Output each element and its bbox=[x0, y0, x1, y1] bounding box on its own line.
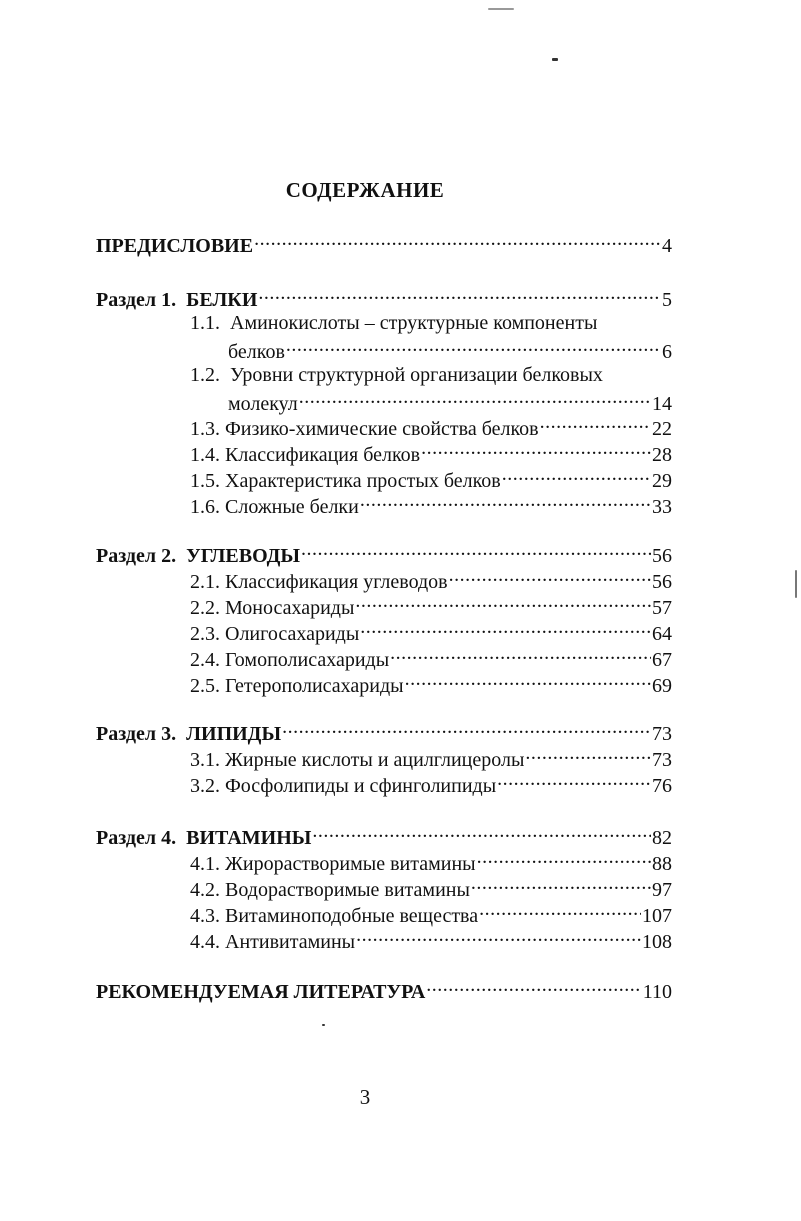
section-prefix: Раздел 3. bbox=[96, 723, 177, 745]
toc-page-number: 76 bbox=[652, 775, 672, 797]
toc-item-number: 1.6. bbox=[190, 496, 220, 518]
toc-page-number: 28 bbox=[652, 444, 672, 466]
toc-item-number: 3.1. bbox=[190, 749, 220, 771]
toc-item-text: Витаминоподобные вещества bbox=[225, 905, 479, 927]
section-name: ЛИПИДЫ bbox=[186, 723, 282, 745]
toc-item bbox=[190, 744, 672, 773]
scan-speck bbox=[488, 8, 514, 10]
toc-item-number: 1.4. bbox=[190, 444, 220, 466]
toc-item-text: Жирорастворимые витамины bbox=[225, 853, 476, 875]
toc-item bbox=[228, 336, 672, 365]
toc-item-text: Фосфолипиды и сфинголипиды bbox=[225, 775, 497, 797]
toc-item-text: Антивитамины bbox=[225, 931, 356, 953]
toc-entry-label: ПРЕДИСЛОВИЕ bbox=[96, 235, 254, 257]
section-name: БЕЛКИ bbox=[186, 289, 258, 311]
toc-item-text: Моносахариды bbox=[225, 597, 355, 619]
toc-page-number: 29 bbox=[652, 470, 672, 492]
toc-page-number: 73 bbox=[652, 723, 672, 745]
toc-item bbox=[190, 491, 672, 520]
toc-item-text: Гетерополисахариды bbox=[225, 675, 404, 697]
toc-page-number: 110 bbox=[642, 981, 672, 1003]
toc-item bbox=[190, 900, 672, 929]
toc-item-text: Классификация белков bbox=[225, 444, 421, 466]
page-number: 3 bbox=[359, 1085, 371, 1109]
toc-leader-dots bbox=[540, 413, 651, 435]
toc-section-heading bbox=[96, 718, 672, 747]
toc-item-text: Физико-химические свойства белков bbox=[225, 418, 539, 440]
toc-page-number: 5 bbox=[662, 289, 672, 311]
toc-item-number: 3.2. bbox=[190, 775, 220, 797]
toc-item bbox=[190, 770, 672, 799]
toc-item-text: Характеристика простых белков bbox=[225, 470, 501, 492]
toc-entry-label: РЕКОМЕНДУЕМАЯ ЛИТЕРАТУРА bbox=[96, 981, 426, 1003]
toc-leader-dots bbox=[301, 540, 651, 562]
toc-item-text: Аминокислоты – структурные компоненты bbox=[230, 312, 598, 334]
toc-leader-dots bbox=[299, 388, 651, 410]
toc-item-number: 2.3. bbox=[190, 623, 220, 645]
toc-item-number: 2.5. bbox=[190, 675, 220, 697]
toc-title: СОДЕРЖАНИЕ bbox=[285, 178, 445, 202]
toc-item-text: белков bbox=[228, 341, 285, 363]
toc-section-heading bbox=[96, 284, 672, 313]
toc-page-number: 57 bbox=[652, 597, 672, 619]
toc-item-text: Жирные кислоты и ацилглицеролы bbox=[225, 749, 525, 771]
toc-item-text: Водорастворимые витамины bbox=[225, 879, 470, 901]
toc-item bbox=[190, 848, 672, 877]
toc-page-number: 33 bbox=[652, 496, 672, 518]
toc-leader-dots bbox=[426, 976, 641, 998]
toc-item bbox=[190, 413, 672, 442]
toc-leader-dots bbox=[502, 465, 651, 487]
toc-section-heading bbox=[96, 822, 672, 851]
section-name: УГЛЕВОДЫ bbox=[186, 545, 301, 567]
toc-item bbox=[190, 874, 672, 903]
toc-page-number: 108 bbox=[642, 931, 672, 953]
toc-leader-dots bbox=[254, 230, 661, 252]
toc-page-number: 64 bbox=[652, 623, 672, 645]
toc-leader-dots bbox=[360, 491, 651, 513]
scan-speck bbox=[795, 570, 797, 598]
toc-leader-dots bbox=[479, 900, 641, 922]
toc-leader-dots bbox=[282, 718, 651, 740]
toc-entry-literature bbox=[96, 976, 672, 1005]
section-prefix: Раздел 4. bbox=[96, 827, 177, 849]
toc-item-number: 2.2. bbox=[190, 597, 220, 619]
scan-speck bbox=[322, 1024, 325, 1026]
toc-item-first-line bbox=[190, 310, 597, 336]
toc-page-number: 22 bbox=[652, 418, 672, 440]
toc-entry-preface bbox=[96, 230, 672, 259]
toc-leader-dots bbox=[525, 744, 651, 766]
toc-page-number: 67 bbox=[652, 649, 672, 671]
toc-item bbox=[190, 926, 672, 955]
toc-item-number: 4.4. bbox=[190, 931, 220, 953]
toc-item bbox=[190, 566, 672, 595]
toc-item-number: 1.1. bbox=[190, 312, 220, 334]
toc-leader-dots bbox=[360, 618, 651, 640]
toc-item bbox=[190, 644, 672, 673]
toc-item-number: 2.4. bbox=[190, 649, 220, 671]
toc-page-number: 4 bbox=[662, 235, 672, 257]
toc-page-number: 107 bbox=[642, 905, 672, 927]
toc-leader-dots bbox=[471, 874, 651, 896]
toc-page-number: 56 bbox=[652, 545, 672, 567]
toc-page-number: 82 bbox=[652, 827, 672, 849]
toc-item-number: 4.3. bbox=[190, 905, 220, 927]
toc-item-first-line bbox=[190, 362, 603, 388]
toc-item-text: Олигосахариды bbox=[225, 623, 360, 645]
toc-item-text: Гомополисахариды bbox=[225, 649, 390, 671]
toc-item-text: Сложные белки bbox=[225, 496, 359, 518]
toc-item-text: Классификация углеводов bbox=[225, 571, 448, 593]
toc-item bbox=[190, 670, 672, 699]
toc-leader-dots bbox=[258, 284, 661, 306]
toc-page-number: 69 bbox=[652, 675, 672, 697]
toc-item-number: 1.5. bbox=[190, 470, 220, 492]
toc-leader-dots bbox=[421, 439, 651, 461]
toc-item bbox=[190, 618, 672, 647]
toc-leader-dots bbox=[355, 592, 651, 614]
toc-item-number: 2.1. bbox=[190, 571, 220, 593]
section-name: ВИТАМИНЫ bbox=[186, 827, 312, 849]
section-prefix: Раздел 1. bbox=[96, 289, 177, 311]
toc-page-number: 73 bbox=[652, 749, 672, 771]
scan-speck bbox=[552, 58, 558, 61]
toc-item bbox=[190, 439, 672, 468]
toc-item-number: 4.2. bbox=[190, 879, 220, 901]
toc-item bbox=[190, 592, 672, 621]
section-prefix: Раздел 2. bbox=[96, 545, 177, 567]
toc-section-heading bbox=[96, 540, 672, 569]
toc-item bbox=[190, 465, 672, 494]
toc-leader-dots bbox=[477, 848, 651, 870]
toc-page-number: 88 bbox=[652, 853, 672, 875]
toc-item-number: 1.3. bbox=[190, 418, 220, 440]
toc-page-number: 97 bbox=[652, 879, 672, 901]
toc-item-text: Уровни структурной организации белковых bbox=[230, 364, 603, 386]
toc-leader-dots bbox=[449, 566, 651, 588]
toc-item-text: молекул bbox=[228, 393, 298, 415]
toc-leader-dots bbox=[286, 336, 661, 358]
toc-leader-dots bbox=[497, 770, 651, 792]
toc-item-number: 1.2. bbox=[190, 364, 220, 386]
toc-leader-dots bbox=[390, 644, 651, 666]
toc-leader-dots bbox=[312, 822, 651, 844]
toc-leader-dots bbox=[356, 926, 641, 948]
toc-leader-dots bbox=[405, 670, 651, 692]
toc-item-number: 4.1. bbox=[190, 853, 220, 875]
toc-page-number: 14 bbox=[652, 393, 672, 415]
toc-page-number: 6 bbox=[662, 341, 672, 363]
toc-page-number: 56 bbox=[652, 571, 672, 593]
